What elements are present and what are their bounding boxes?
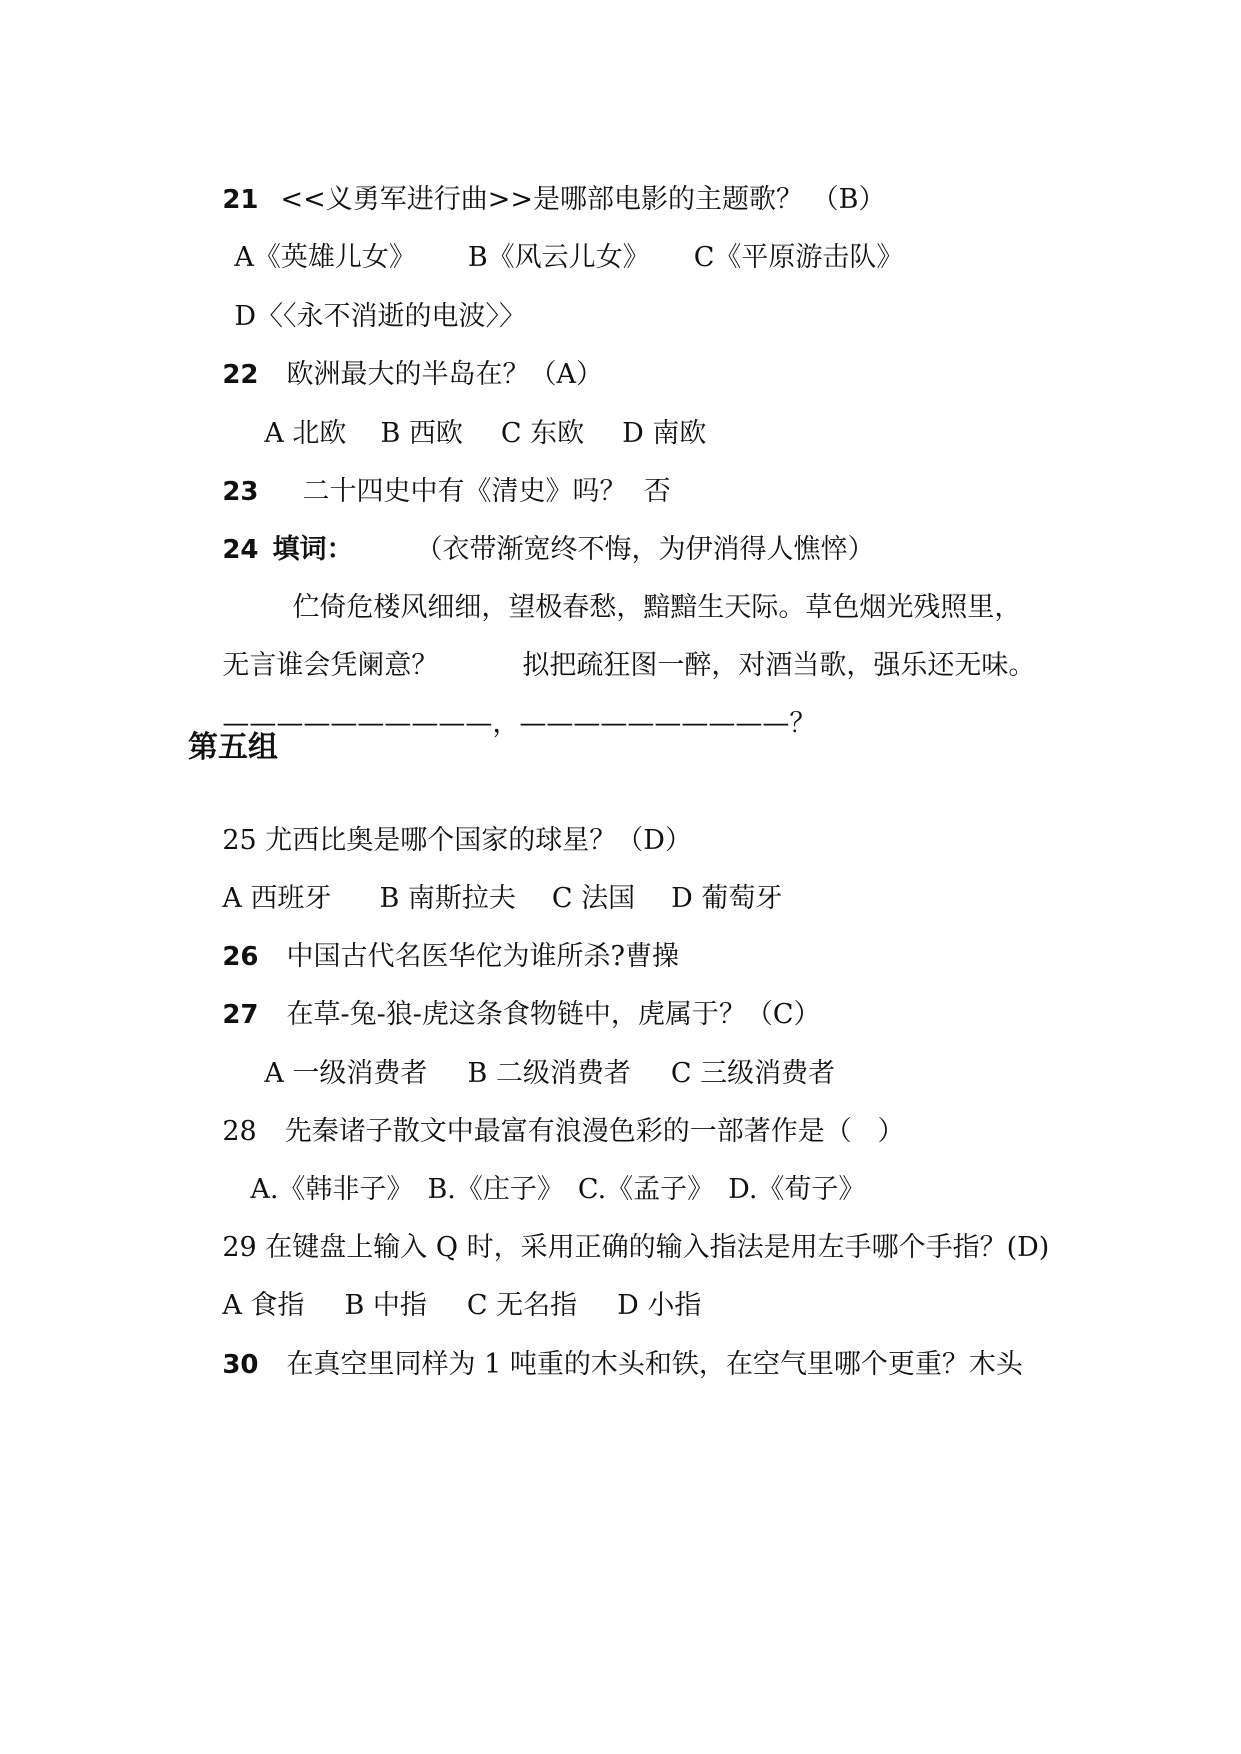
option-d: D〈〈永不消逝的电波〉〉 (234, 301, 526, 332)
question-text: 25 尤西比奥是哪个国家的球星？（D） (222, 825, 692, 856)
question-text: 在真空里同样为 1 吨重的木头和铁，在空气里哪个更重？木头 (286, 1349, 1023, 1380)
fill-blank-line: ——————————，——————————？ (222, 708, 817, 739)
question-label: 填词： (272, 534, 354, 565)
option-a: A.《韩非子》 (250, 1174, 414, 1205)
option-b: B 西欧 (380, 418, 463, 449)
question-text: 中国古代名医华佗为谁所杀?曹操 (286, 941, 680, 972)
question-24 (188, 496, 875, 565)
question-text: 二十四史中有《清史》吗？ 否 (302, 476, 671, 507)
question-number: 24 (222, 535, 259, 565)
poem-line-2b: 拟把疏狂图一醉，对酒当歌，强乐还无味。 (522, 650, 1036, 681)
question-number: 21 (222, 185, 259, 215)
answer-text: （衣带渐宽终不悔，为伊消得人憔悴） (415, 534, 875, 565)
question-26 (188, 903, 680, 972)
question-text: 先秦诸子散文中最富有浪漫色彩的一部著作是（ ） (284, 1116, 905, 1147)
option-d: D 葡萄牙 (671, 883, 783, 914)
option-a: A 北欧 (264, 418, 347, 449)
option-a: A 食指 (222, 1290, 305, 1321)
question-23 (188, 438, 671, 507)
question-27-options (230, 1020, 836, 1089)
option-b: B 南斯拉夫 (379, 883, 516, 914)
option-a: A 一级消费者 (264, 1058, 428, 1089)
question-21-options (200, 204, 904, 273)
question-28-options (216, 1136, 866, 1205)
poem-line-2a: 无言谁会凭阑意？ (222, 650, 439, 681)
option-d: D 小指 (617, 1290, 702, 1321)
option-b: B.《庄子》 (427, 1174, 564, 1205)
question-28 (188, 1078, 905, 1147)
option-c: C 三级消费者 (670, 1058, 836, 1089)
question-text: 欧洲最大的半岛在？（A） (286, 359, 604, 390)
question-number: 22 (222, 360, 259, 390)
option-b: B 中指 (344, 1290, 427, 1321)
poem-line-2 (188, 612, 1036, 681)
option-a: A《英雄儿女》 (234, 242, 416, 273)
question-number: 28 (222, 1116, 257, 1147)
question-text: 29 在键盘上输入 Q 时，采用正确的输入指法是用左手哪个手指？(D) (222, 1232, 1050, 1263)
question-25-options (188, 845, 783, 914)
option-c: C《平原游击队》 (693, 242, 904, 273)
question-29-options (188, 1252, 702, 1321)
option-c: C 无名指 (466, 1290, 578, 1321)
question-29 (188, 1194, 1050, 1263)
option-a: A 西班牙 (222, 883, 332, 914)
group-heading: 第五组 (188, 730, 278, 765)
question-number: 26 (222, 942, 259, 972)
option-c: C 法国 (551, 883, 636, 914)
question-30 (188, 1311, 1023, 1380)
poem-line-1: 伫倚危楼风细细，望极春愁，黯黯生天际。草色烟光残照里， (292, 592, 1022, 623)
question-22 (188, 321, 604, 390)
question-number: 30 (222, 1350, 259, 1380)
option-b: B《风云儿女》 (467, 242, 650, 273)
option-c: C.《孟子》 (577, 1174, 715, 1205)
option-d: D.《荀子》 (728, 1174, 866, 1205)
question-text: 在草-兔-狼-虎这条食物链中，虎属于？（C） (286, 999, 821, 1030)
question-number: 23 (222, 477, 259, 507)
question-number: 27 (222, 1000, 259, 1030)
option-c: C 东欧 (500, 418, 585, 449)
option-b: B 二级消费者 (467, 1058, 631, 1089)
question-21 (188, 146, 886, 215)
question-25 (188, 787, 692, 856)
question-21-option-d (200, 263, 526, 332)
question-27 (188, 961, 821, 1030)
question-text: <<义勇军进行曲>>是哪部电影的主题歌？ （B） (280, 184, 886, 215)
question-22-options (230, 380, 707, 449)
option-d: D 南欧 (622, 418, 707, 449)
